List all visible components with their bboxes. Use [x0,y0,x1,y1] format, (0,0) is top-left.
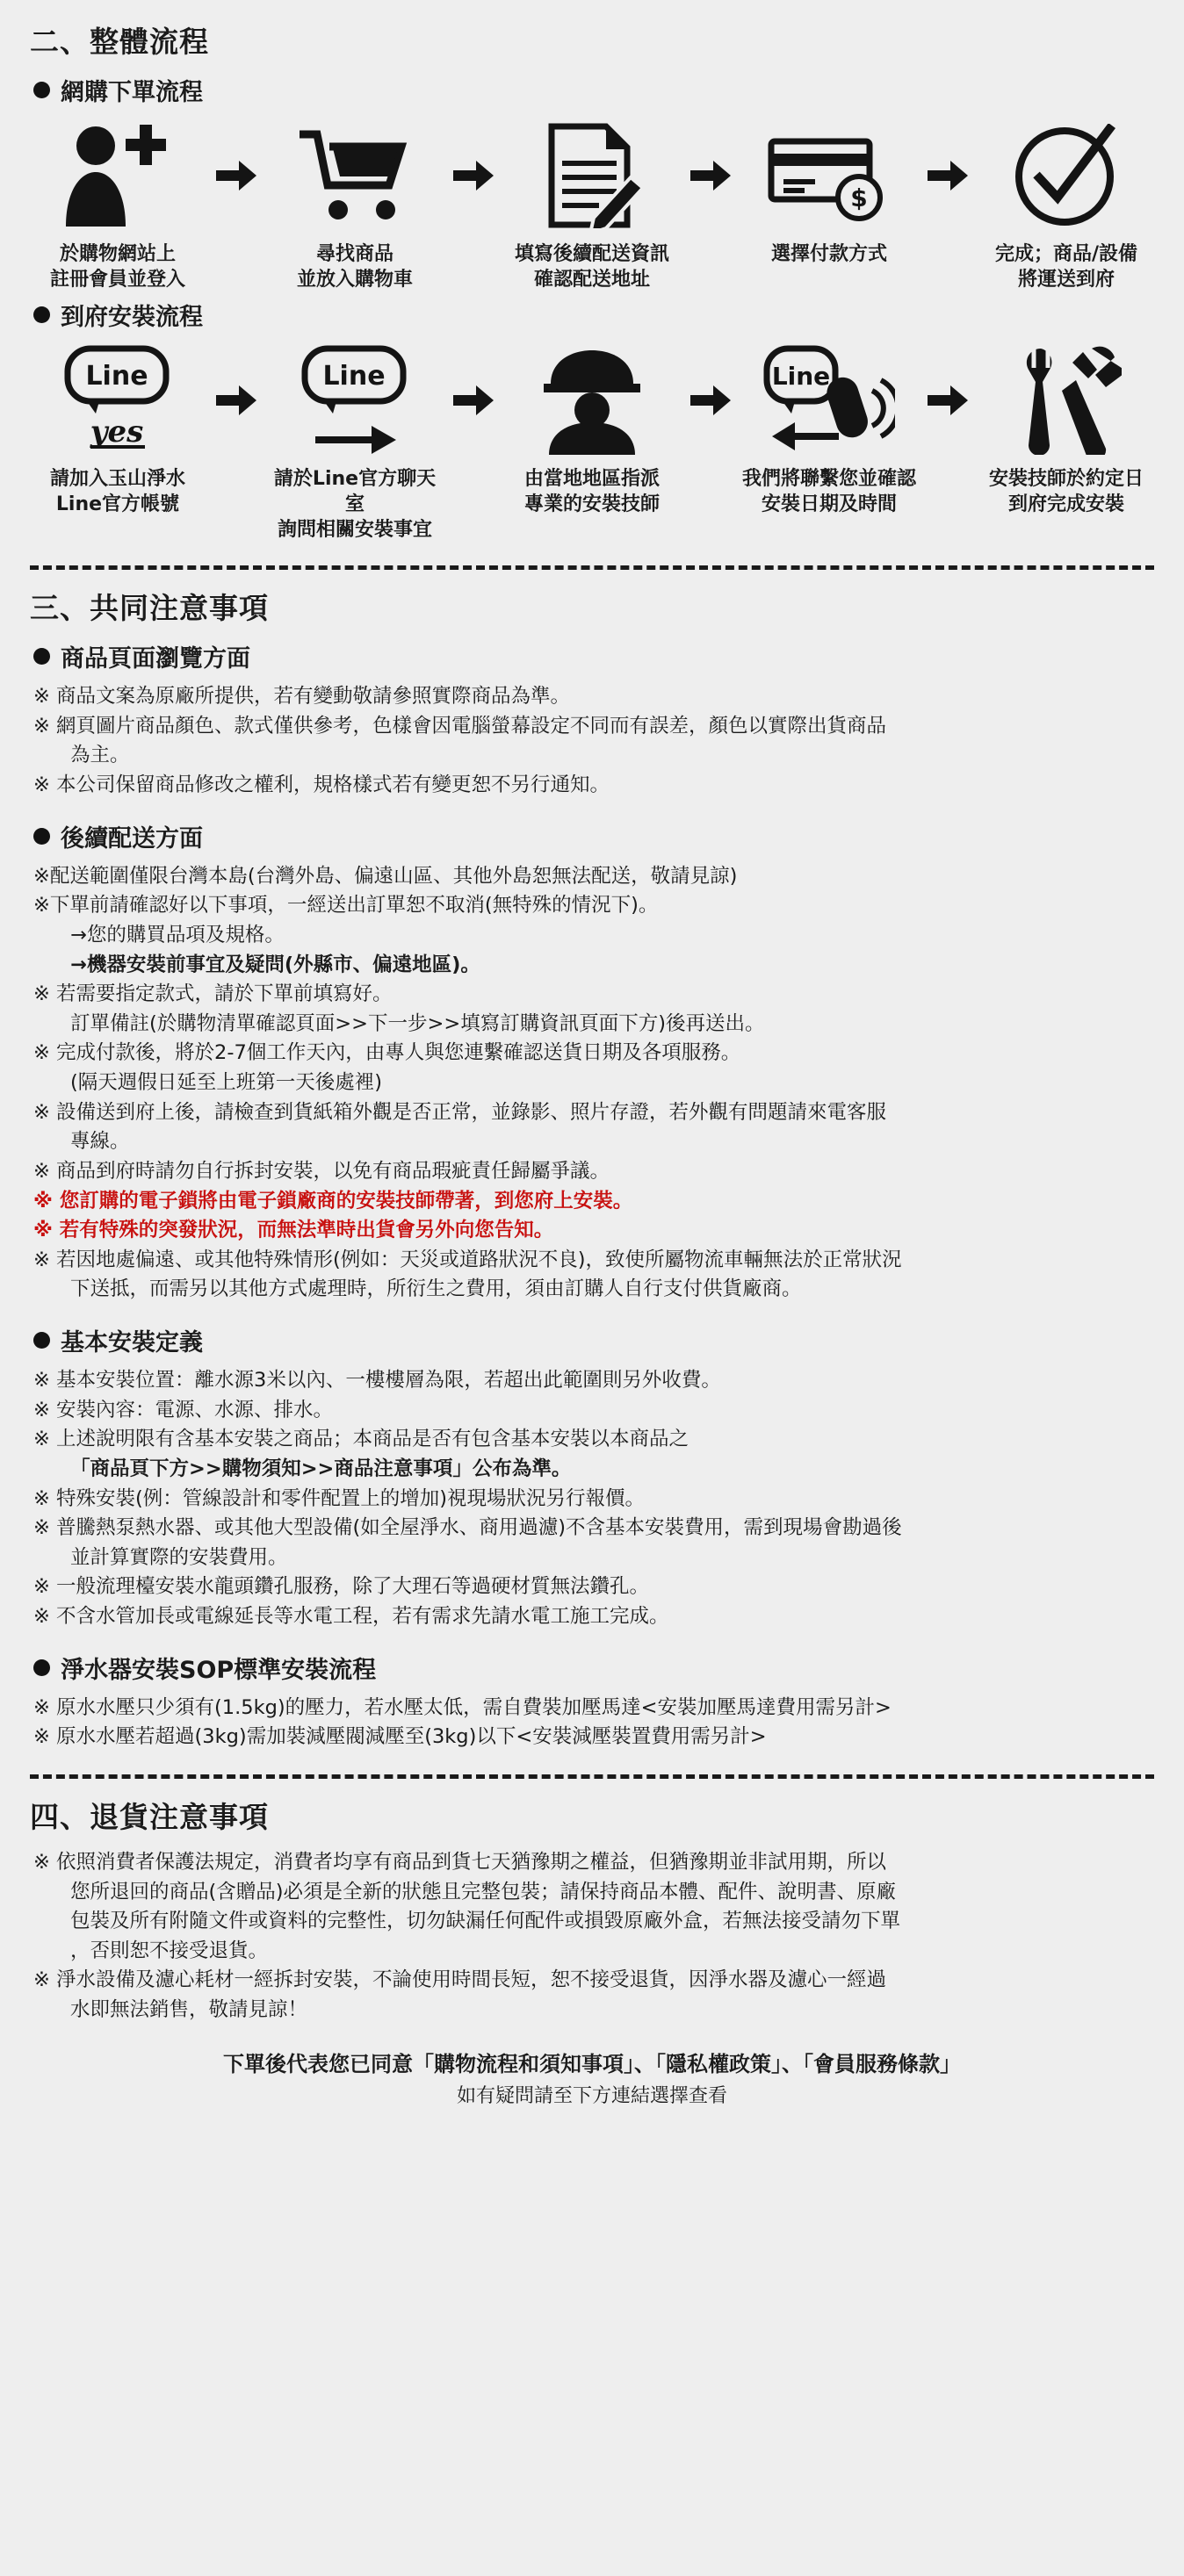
step-caption: 完成；商品/設備 將運送到府 [994,243,1138,291]
notes-group-2 [30,862,1154,1304]
svg-text:Line: Line [322,361,386,392]
step-caption: 請於Line官方聊天室 詢問相關安裝事宜 [273,468,437,542]
footer-line-1: 下單後代表您已同意「購物流程和須知事項」、「隱私權政策」、「會員服務條款」 [223,2051,961,2076]
step-caption: 於購物網站上 註冊會員並登入 [49,243,185,291]
arrow-right-icon [688,116,733,234]
note-line: ※ 網頁圖片商品顏色、款式僅供參考，色樣會因電腦螢幕設定不同而有誤差，顏色以實際出貨商品 [33,714,887,738]
note-line: 包裝及所有附隨文件或資料的完整性，切勿缺漏任何配件或損毀原廠外盒，若無法接受請勿下單 [70,1910,901,1933]
svg-text:Line: Line [85,361,148,392]
credit-card-icon [768,116,891,234]
note-line: ※ 普騰熱泵熱水器、或其他大型設備(如全屋淨水、商用過濾)不含基本安裝費用，需到現場會勘過後 [33,1516,902,1540]
note-line: ※ 依照消費者保護法規定，消費者均享有商品到貨七天猶豫期之權益，但猶豫期並非試用期，所以 [33,1850,887,1874]
note-line: 並計算實際的安裝費用。 [70,1545,288,1569]
footer-line-2: 如有疑問請至下方連結選擇查看 [456,2085,727,2108]
flow-step [30,116,206,292]
note-line: →您的購買品項及規格。 [70,923,285,946]
note-line: ※ 本公司保留商品修改之權利，規格樣式若有變更恕不另行通知。 [33,774,610,797]
notes-group-3 [30,1366,1154,1631]
notes-group-4 [30,1694,1154,1752]
flow-step [978,116,1154,292]
flow-step [267,341,443,543]
step-caption: 由當地地區指派 專業的安裝技師 [523,468,660,516]
bullet-icon [33,1332,50,1349]
note-line: ※配送範圍僅限台灣本島(台灣外島、偏遠山區、其他外島恕無法配送，敬請見諒) [33,864,738,888]
shopping-cart-icon [298,116,412,234]
note-line: ※ 設備送到府上後，請檢查到貨紙箱外觀是否正常，並錄影、照片存證，若外觀有問題請來電客服 [33,1100,887,1124]
note-line: ，否則恕不接受退貨。 [70,1939,269,1962]
note-line-warning: ※ 您訂購的電子鎖將由電子鎖廠商的安裝技師帶著，到您府上安裝。 [33,1189,633,1212]
technician-helmet-icon [537,341,647,459]
arrow-right-icon [451,341,496,459]
bullet-icon [33,648,50,665]
notes-group-4-heading [33,1651,1154,1685]
note-line: ※下單前請確認好以下事項，一經送出訂單恕不取消(無特殊的情況下)。 [33,894,659,917]
svg-text:yes: yes [90,414,144,450]
arrow-right-icon [213,116,259,234]
note-line: →機器安裝前事宜及疑問(外縣市、偏遠地區)。 [70,953,480,976]
note-line: ※ 基本安裝位置：離水源3米以內、一樓樓層為限，若超出此範圍則另外收費。 [33,1369,721,1392]
bullet-icon [33,828,50,845]
notes-group-2-label: 後續配送方面 [61,824,203,853]
step-caption: 安裝技師於約定日 到府完成安裝 [988,468,1144,516]
install-flow-heading [33,298,1154,332]
section-3-title: 三、共同注意事項 [30,591,269,626]
step-caption: 請加入玉山淨水 Line官方帳號 [49,468,185,516]
notes-group-5 [30,1848,1154,2025]
online-order-flow-label: 網購下單流程 [61,79,203,106]
note-line: ※ 一般流理檯安裝水龍頭鑽孔服務，除了大理石等過硬材質無法鑽孔。 [33,1575,650,1599]
notes-group-1 [30,682,1154,800]
online-order-flow [30,116,1154,292]
check-circle-icon [1014,116,1119,234]
svg-text:$: $ [850,183,868,212]
footer-agreement [30,2047,1154,2112]
note-line: 訂單備註(於購物清單確認頁面>>下一步>>填寫訂購資訊頁面下方)後再送出。 [70,1011,765,1035]
notes-group-3-heading [33,1323,1154,1357]
flow-step [741,341,917,517]
arrow-right-icon [213,341,259,459]
form-pencil-icon [539,116,645,234]
online-order-flow-heading [33,73,1154,107]
notes-group-4-label: 淨水器安裝SOP標準安裝流程 [61,1656,377,1684]
section-4-title: 四、退貨注意事項 [30,1799,269,1834]
flow-step [267,116,443,292]
flow-step [504,341,680,517]
note-line: 您所退回的商品(含贈品)必須是全新的狀態且完整包裝；請保持商品本體、配件、說明書、原廠 [70,1880,897,1903]
arrow-right-icon [688,341,733,459]
wrench-tools-icon [1011,341,1122,459]
step-caption: 填寫後續配送資訊 確認配送地址 [514,243,669,291]
step-caption: 選擇付款方式 [770,243,887,265]
note-line: 為主。 [70,744,130,767]
notes-group-1-label: 商品頁面瀏覽方面 [61,645,250,673]
note-line: ※ 上述說明限有含基本安裝之商品；本商品是否有包含基本安裝以本商品之 [33,1428,689,1451]
line-add-friend-icon [61,341,175,459]
note-line: 下送抵，而需另以其他方式處理時，所衍生之費用，須由訂購人自行支付供貨廠商。 [70,1277,802,1301]
install-flow [30,341,1154,543]
notes-group-3-label: 基本安裝定義 [61,1329,203,1357]
flow-step [504,116,680,292]
note-line: 水即無法銷售，敬請見諒！ [70,1998,308,2022]
note-line: ※ 特殊安裝(例：管線設計和零件配置上的增加)視現場狀況另行報價。 [33,1486,646,1510]
flow-step [30,341,206,517]
arrow-right-icon [925,116,971,234]
note-line: 「商品頁下方>>購物須知>>商品注意事項」公布為準。 [70,1457,572,1480]
divider [30,565,1154,570]
member-register-icon [61,116,175,234]
note-line: ※ 若需要指定款式，請於下單前填寫好。 [33,982,393,1006]
bullet-icon [33,82,50,98]
svg-text:Line: Line [771,362,831,392]
section-2-title: 二、整體流程 [30,25,209,59]
install-flow-label: 到府安裝流程 [61,304,203,332]
note-line: ※ 原水水壓若超過(3kg)需加裝減壓閥減壓至(3kg)以下<安裝減壓裝置費用需另計> [33,1725,767,1749]
arrow-right-icon [451,116,496,234]
step-caption: 尋找商品 並放入購物車 [296,243,413,291]
divider [30,1774,1154,1779]
note-line: ※ 安裝內容：電源、水源、排水。 [33,1398,334,1421]
arrow-right-icon [925,341,971,459]
flow-step [741,116,917,267]
step-caption: 我們將聯繫您並確認 安裝日期及時間 [741,468,916,516]
note-line: (隔天週假日延至上班第一天後處裡) [70,1071,383,1095]
bullet-icon [33,306,50,323]
note-line: ※ 原水水壓只少須有(1.5kg)的壓力，若水壓太低，需自費裝加壓馬達<安裝加壓馬達費用需另計> [33,1695,892,1719]
note-line: ※ 若因地處偏遠、或其他特殊情形(例如：天災或道路狀況不良)，致使所屬物流車輛無法於正常狀況 [33,1248,902,1271]
note-line-warning: ※ 若有特殊的突發狀況，而無法準時出貨會另外向您告知。 [33,1219,554,1242]
note-line: 專線。 [70,1130,130,1154]
note-line: ※ 商品文案為原廠所提供，若有變動敬請參照實際商品為準。 [33,685,571,709]
note-line: ※ 不含水管加長或電線延長等水電工程，若有需求先請水電工施工完成。 [33,1605,669,1629]
line-chat-arrow-icon [298,341,412,459]
note-line: ※ 淨水設備及濾心耗材一經拆封安裝，不論使用時間長短，恕不接受退貨，因淨水器及濾心一經過 [33,1968,887,1992]
bullet-icon [33,1659,50,1676]
flow-step [978,341,1154,517]
note-line: ※ 完成付款後，將於2-7個工作天內，由專人與您連繫確認送貨日期及各項服務。 [33,1041,741,1065]
notes-group-1-heading [33,639,1154,673]
note-line-warning: ※ 商品到府時請勿自行拆封安裝，以免有商品瑕疵責任歸屬爭議。 [33,1159,610,1183]
notes-group-2-heading [33,819,1154,853]
line-phone-contact-icon [763,341,895,459]
